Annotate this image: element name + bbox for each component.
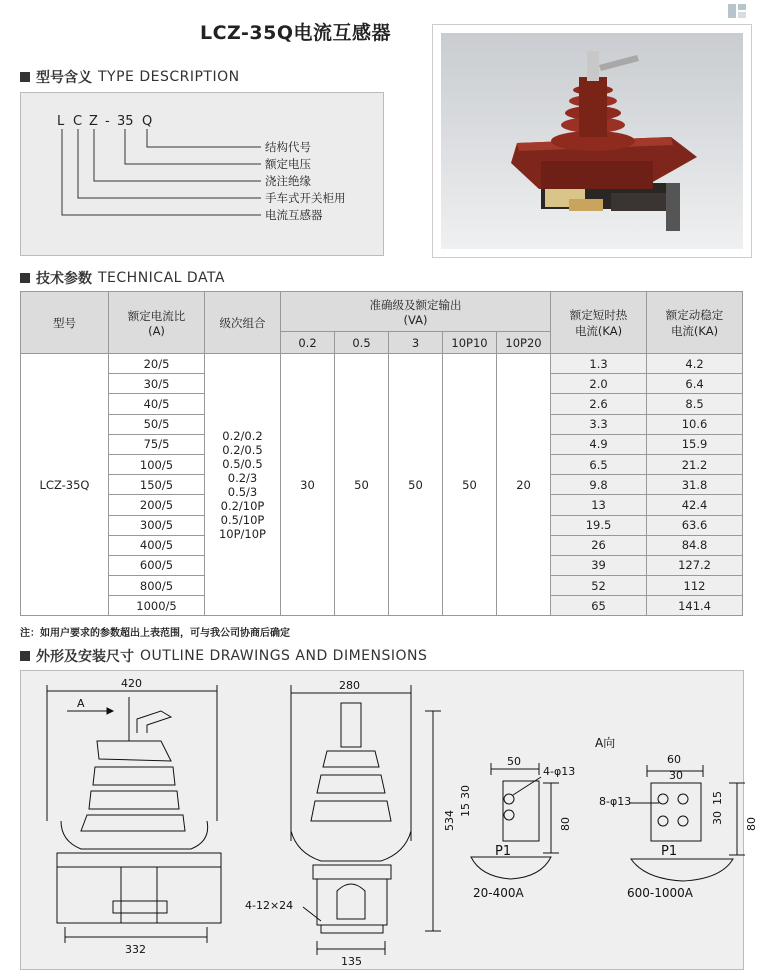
header-combo: 级次组合 [205, 292, 281, 354]
type-description-panel [20, 92, 384, 256]
code-letter-z: Z [89, 114, 98, 129]
cell-dynamic: 10.6 [647, 414, 743, 434]
cell-ratio: 200/5 [109, 495, 205, 515]
cell-ratio: 50/5 [109, 414, 205, 434]
bullet-square-icon [20, 273, 30, 283]
cell-dynamic: 141.4 [647, 596, 743, 616]
cell-dynamic: 63.6 [647, 515, 743, 535]
section-title-cn: 外形及安装尺寸 [36, 649, 134, 665]
transformer-illustration [441, 33, 743, 249]
section-title-cn: 型号含义 [36, 70, 92, 86]
type-code-diagram [21, 93, 383, 255]
header-dynamic: 额定动稳定 电流(KA) [647, 292, 743, 354]
p1a-label: P1 [495, 844, 512, 859]
cell-thermal: 3.3 [551, 414, 647, 434]
combo-item: 0.5/3 [227, 484, 258, 499]
dim-p1b-holes: 8-φ13 [599, 795, 632, 808]
combo-item: 0.5/10P [220, 512, 265, 527]
cell-dynamic: 21.2 [647, 454, 743, 474]
dim-p1a-15: 15 [459, 803, 472, 817]
dim-p1a-30: 30 [459, 785, 472, 799]
header-thermal: 额定短时热 电流(KA) [551, 292, 647, 354]
dim-p1b-80: 80 [745, 817, 758, 831]
cell-ratio: 30/5 [109, 374, 205, 394]
cell-ratio: 800/5 [109, 576, 205, 596]
cell-ratio: 100/5 [109, 454, 205, 474]
p1b-range: 600-1000A [627, 886, 693, 900]
cell-thermal: 1.3 [551, 354, 647, 374]
dim-front-width-bottom: 332 [125, 943, 146, 956]
meaning-current-transformer: 电流互感器 [265, 208, 323, 222]
cell-thermal: 19.5 [551, 515, 647, 535]
header-class: 3 [389, 332, 443, 354]
header-class: 10P20 [497, 332, 551, 354]
corner-mark-icon [728, 4, 746, 18]
cell-ratio: 1000/5 [109, 596, 205, 616]
code-voltage: 35 [117, 114, 134, 129]
cell-dynamic: 84.8 [647, 535, 743, 555]
dim-p1a-holes: 4-φ13 [543, 765, 576, 778]
header-class: 0.2 [281, 332, 335, 354]
p1a-range: 20-400A [473, 886, 524, 900]
cell-thermal: 2.6 [551, 394, 647, 414]
combo-item: 10P/10P [218, 526, 266, 541]
product-photo [432, 24, 752, 258]
cell-output: 50 [389, 354, 443, 616]
view-arrow-label: A [77, 697, 85, 710]
p1b-label: P1 [661, 844, 678, 859]
section-title-cn: 技术参数 [36, 271, 92, 287]
dim-p1b-60: 60 [667, 753, 681, 766]
cell-thermal: 4.9 [551, 434, 647, 454]
meaning-cast-insulation: 浇注绝缘 [265, 174, 311, 188]
section-type-description [20, 67, 240, 87]
view-a-label: A向 [595, 736, 616, 750]
cell-ratio: 150/5 [109, 475, 205, 495]
code-letter-c: C [73, 114, 83, 129]
cell-thermal: 13 [551, 495, 647, 515]
bullet-square-icon [20, 651, 30, 661]
cell-thermal: 6.5 [551, 454, 647, 474]
meaning-rated-voltage: 额定电压 [265, 157, 311, 171]
header-ratio: 额定电流比 (A) [109, 292, 205, 354]
header-accuracy: 准确级及额定输出 (VA) [281, 292, 551, 332]
dim-side-mount: 4-12×24 [245, 899, 294, 912]
cell-dynamic: 127.2 [647, 555, 743, 575]
cell-ratio: 40/5 [109, 394, 205, 414]
cell-output: 50 [443, 354, 497, 616]
section-outline-drawings [20, 646, 427, 666]
cell-output: 20 [497, 354, 551, 616]
header-class: 10P10 [443, 332, 497, 354]
code-letter-q: Q [142, 114, 153, 129]
cell-dynamic: 42.4 [647, 495, 743, 515]
bullet-square-icon [20, 72, 30, 82]
cell-ratio: 20/5 [109, 354, 205, 374]
header-model: 型号 [21, 292, 109, 354]
header-class: 0.5 [335, 332, 389, 354]
cell-thermal: 2.0 [551, 374, 647, 394]
cell-combos [205, 354, 281, 616]
cell-thermal: 26 [551, 535, 647, 555]
cell-output: 30 [281, 354, 335, 616]
meaning-switchgear-use: 手车式开关柜用 [265, 191, 346, 205]
cell-ratio: 300/5 [109, 515, 205, 535]
section-title-en: TECHNICAL DATA [98, 270, 225, 286]
combo-item: 0.2/3 [227, 470, 258, 485]
cell-model: LCZ-35Q [21, 354, 109, 616]
cell-thermal: 52 [551, 576, 647, 596]
cell-dynamic: 31.8 [647, 475, 743, 495]
dim-side-width-top: 280 [339, 679, 360, 692]
dim-p1a-50: 50 [507, 755, 521, 768]
dim-p1a-80: 80 [559, 817, 572, 831]
cell-ratio: 75/5 [109, 434, 205, 454]
combo-item: 0.2/0.2 [222, 428, 263, 443]
dim-side-width-bottom: 135 [341, 955, 362, 968]
table-note: 注：如用户要求的参数超出上表范围，可与我公司协商后确定 [20, 628, 290, 639]
combo-item: 0.2/0.5 [222, 442, 263, 457]
technical-data-table [20, 291, 743, 616]
section-title-en: OUTLINE DRAWINGS AND DIMENSIONS [140, 648, 428, 664]
code-letter-l: L [57, 114, 65, 129]
cell-ratio: 400/5 [109, 535, 205, 555]
cell-thermal: 39 [551, 555, 647, 575]
combo-item: 0.5/0.5 [222, 456, 263, 471]
table-row [21, 354, 743, 374]
code-dash: - [105, 114, 110, 129]
cell-dynamic: 15.9 [647, 434, 743, 454]
outline-drawings [21, 671, 758, 969]
dim-p1b-30: 30 [669, 769, 683, 782]
dim-side-height: 534 [443, 810, 456, 831]
cell-thermal: 65 [551, 596, 647, 616]
cell-ratio: 600/5 [109, 555, 205, 575]
page-title: LCZ-35Q电流互感器 [200, 22, 391, 44]
dim-p1b-15: 15 [711, 791, 724, 805]
section-title-en: TYPE DESCRIPTION [98, 69, 240, 85]
section-technical-data [20, 268, 225, 288]
cell-output: 50 [335, 354, 389, 616]
dim-front-width-top: 420 [121, 677, 142, 690]
cell-thermal: 9.8 [551, 475, 647, 495]
cell-dynamic: 4.2 [647, 354, 743, 374]
cell-dynamic: 112 [647, 576, 743, 596]
outline-drawings-panel [20, 670, 758, 970]
combo-item: 0.2/10P [220, 498, 265, 513]
cell-dynamic: 6.4 [647, 374, 743, 394]
meaning-structure-code: 结构代号 [265, 140, 311, 154]
cell-dynamic: 8.5 [647, 394, 743, 414]
dim-p1b-30b: 30 [711, 811, 724, 825]
